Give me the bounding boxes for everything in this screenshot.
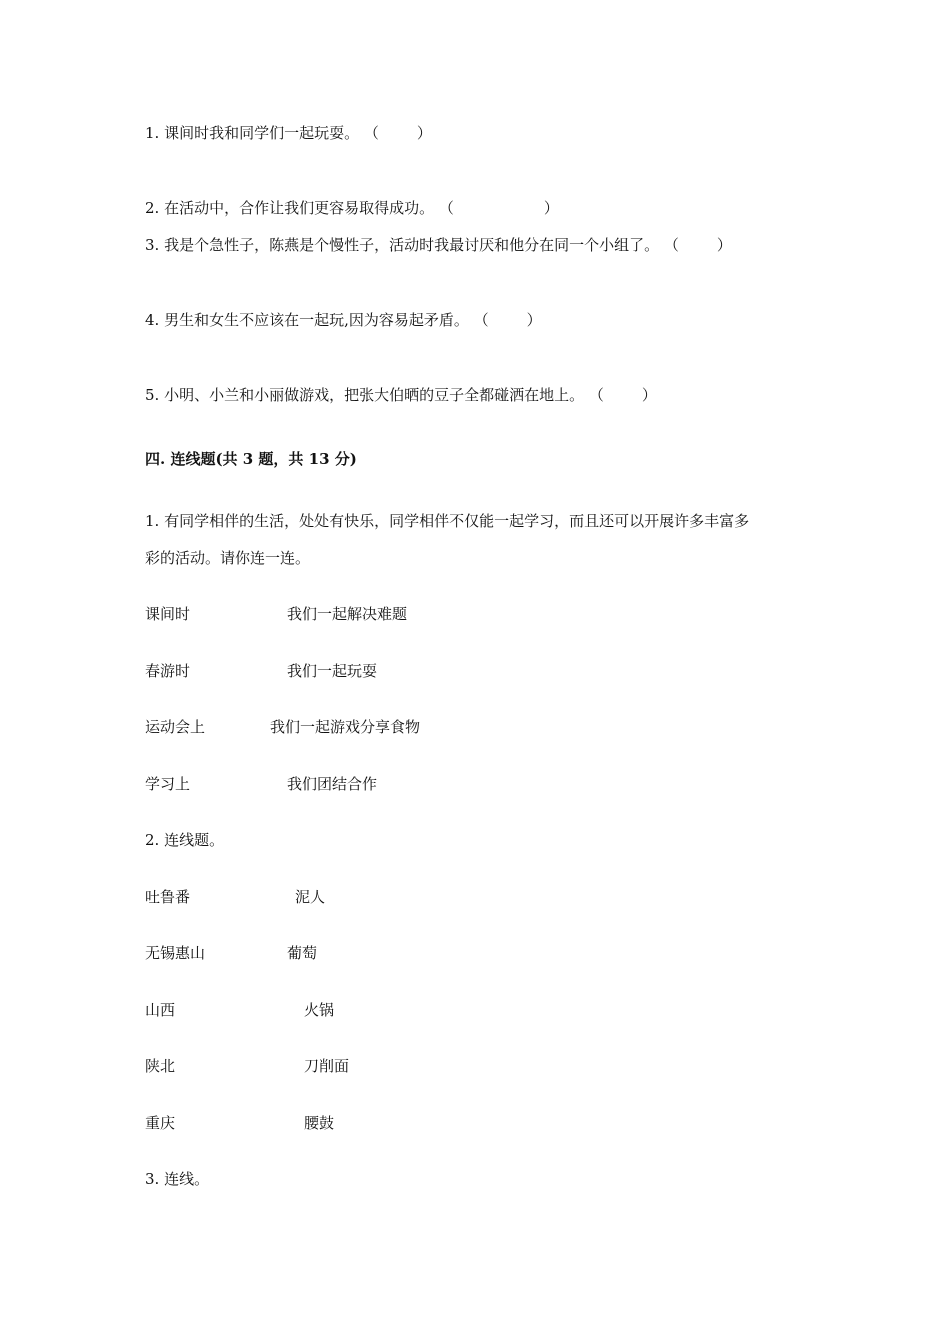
question-5 <box>145 385 657 405</box>
question-4-text: 4. 男生和女生不应该在一起玩,因为容易起矛盾。 <box>145 311 469 329</box>
paren-open: （ <box>473 311 489 329</box>
match-left-item[interactable]: 无锡惠山 <box>145 944 206 962</box>
match-right-item[interactable]: 腰鼓 <box>304 1114 335 1132</box>
question-1-text: 1. 课间时我和同学们一起玩耍。 <box>145 124 360 142</box>
question-5-text: 5. 小明、小兰和小丽做游戏，把张大伯晒的豆子全都碰洒在地上。 <box>145 386 585 404</box>
paren-open: （ <box>663 236 679 254</box>
question-2 <box>145 198 559 218</box>
match-left-item[interactable]: 学习上 <box>145 775 191 793</box>
matching-q3-title: 3. 连线。 <box>145 1170 210 1188</box>
paren-close: ） <box>416 124 432 142</box>
match-right-item[interactable]: 刀削面 <box>304 1057 350 1075</box>
answer-blank-1[interactable] <box>364 123 432 143</box>
answer-blank-3[interactable] <box>664 235 732 255</box>
paren-close: ） <box>716 236 732 254</box>
answer-blank-4[interactable] <box>474 310 542 330</box>
paren-close: ） <box>526 311 542 329</box>
match-left-item[interactable]: 运动会上 <box>145 718 206 736</box>
answer-blank-5[interactable] <box>589 385 657 405</box>
matching-q2-title: 2. 连线题。 <box>145 831 225 849</box>
matching-q1-stem-line2: 彩的活动。请你连一连。 <box>145 549 311 567</box>
question-3-text: 3. 我是个急性子，陈燕是个慢性子，活动时我最讨厌和他分在同一个小组了。 <box>145 236 660 254</box>
match-right-item[interactable]: 我们一起玩耍 <box>287 662 378 680</box>
section-title: 四. 连线题(共 3 题，共 13 分) <box>145 450 357 468</box>
match-left-item[interactable]: 山西 <box>145 1001 176 1019</box>
paren-open: （ <box>588 386 604 404</box>
question-2-text: 2. 在活动中，合作让我们更容易取得成功。 <box>145 199 435 217</box>
match-left-item[interactable]: 吐鲁番 <box>145 888 191 906</box>
paren-open: （ <box>363 124 379 142</box>
paren-close: ） <box>543 199 559 217</box>
match-right-item[interactable]: 我们一起解决难题 <box>287 605 408 623</box>
question-4 <box>145 310 542 330</box>
match-right-item[interactable]: 火锅 <box>304 1001 335 1019</box>
question-3 <box>145 235 732 255</box>
question-1 <box>145 123 432 143</box>
match-left-item[interactable]: 课间时 <box>145 605 191 623</box>
match-left-item[interactable]: 重庆 <box>145 1114 176 1132</box>
paren-close: ） <box>641 386 657 404</box>
paren-open: （ <box>438 199 454 217</box>
matching-q1-stem-line1: 1. 有同学相伴的生活，处处有快乐，同学相伴不仅能一起学习，而且还可以开展许多丰富多 <box>145 512 750 530</box>
match-right-item[interactable]: 泥人 <box>295 888 326 906</box>
match-right-item[interactable]: 我们一起游戏分享食物 <box>270 718 421 736</box>
match-left-item[interactable]: 陕北 <box>145 1057 176 1075</box>
answer-blank-2[interactable] <box>439 198 559 218</box>
match-right-item[interactable]: 葡萄 <box>287 944 318 962</box>
match-right-item[interactable]: 我们团结合作 <box>287 775 378 793</box>
match-left-item[interactable]: 春游时 <box>145 662 191 680</box>
